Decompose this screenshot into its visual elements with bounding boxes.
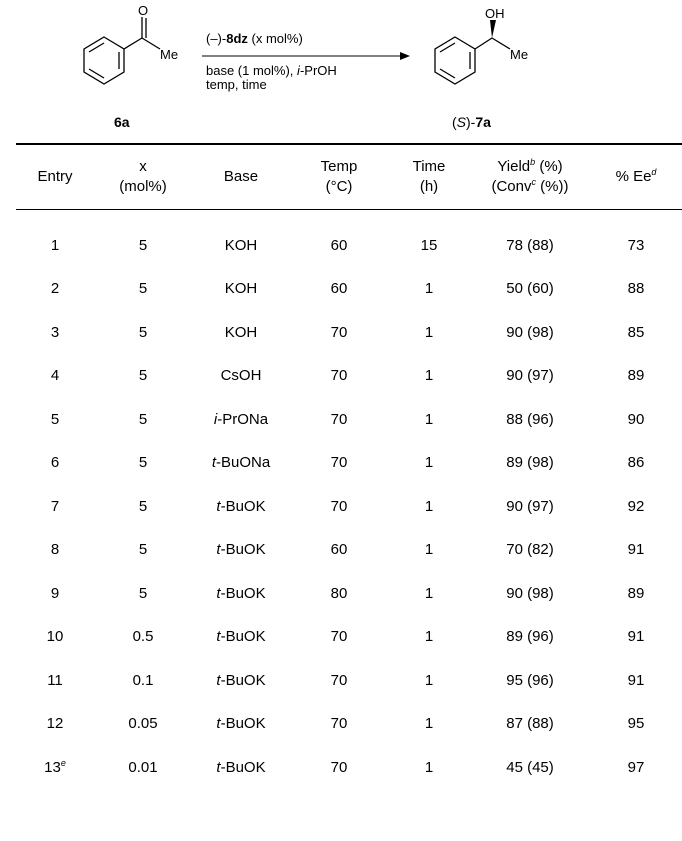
table-row bbox=[16, 311, 682, 355]
table-row bbox=[16, 615, 682, 659]
cell-ee: 92 bbox=[627, 497, 645, 515]
product-methyl-label: Me bbox=[510, 47, 529, 62]
cell-ee: 88 bbox=[627, 280, 645, 298]
cell-entry: 3 bbox=[50, 323, 60, 341]
cell-time: 1 bbox=[424, 584, 434, 602]
cell-temp: 70 bbox=[330, 628, 348, 646]
cell-time: 1 bbox=[424, 497, 434, 515]
reaction-arrowhead bbox=[400, 52, 410, 60]
cell-yield: 95 (96) bbox=[506, 671, 554, 689]
cell-ee: 95 bbox=[627, 715, 645, 733]
cell-yield: 45 (45) bbox=[506, 758, 554, 776]
reactant-structure bbox=[84, 17, 160, 84]
cell-base: t-BuOK bbox=[216, 584, 266, 602]
cell-base: i-PrONa bbox=[213, 410, 269, 428]
product-structure bbox=[435, 37, 510, 84]
table-body bbox=[16, 210, 682, 790]
cell-base: t-BuOK bbox=[216, 497, 266, 515]
cell-entry: 6 bbox=[50, 454, 60, 472]
cell-base: KOH bbox=[224, 237, 258, 254]
cell-time: 1 bbox=[424, 280, 434, 298]
cell-x: 5 bbox=[138, 410, 148, 428]
cell-x: 0.05 bbox=[128, 715, 158, 733]
reactant-methyl-bond bbox=[142, 38, 160, 49]
cell-entry: 2 bbox=[50, 280, 60, 298]
conditions-line-3: temp, time bbox=[206, 77, 267, 92]
cell-base: t-BuOK bbox=[216, 628, 266, 646]
cell-base: t-BuOK bbox=[216, 671, 266, 689]
cell-yield: 90 (97) bbox=[506, 497, 554, 515]
cell-x: 0.1 bbox=[132, 671, 154, 689]
cell-x: 0.01 bbox=[128, 758, 158, 776]
cell-x: 5 bbox=[138, 541, 148, 559]
cell-time: 1 bbox=[424, 454, 434, 472]
cell-yield: 90 (98) bbox=[506, 323, 554, 341]
cell-time: 1 bbox=[424, 758, 434, 776]
cell-base: t-BuOK bbox=[216, 715, 266, 733]
cell-ee: 89 bbox=[627, 584, 645, 602]
cell-temp: 70 bbox=[330, 323, 348, 341]
table-row bbox=[16, 398, 682, 442]
cell-ee: 85 bbox=[627, 323, 645, 341]
reactant-benzene-ring bbox=[84, 37, 124, 84]
results-table-container bbox=[16, 143, 682, 789]
reaction-scheme-drawing bbox=[0, 0, 682, 140]
product-benzene-ring bbox=[435, 37, 475, 84]
cell-temp: 80 bbox=[330, 584, 348, 602]
product-wedge-bond bbox=[490, 20, 496, 38]
header-x: x (mol%) bbox=[119, 158, 167, 195]
header-yield: Yield$^b$ (%) (Conv$^c$ (%)) bbox=[491, 157, 569, 195]
cell-time: 1 bbox=[424, 541, 434, 559]
cell-temp: 60 bbox=[330, 280, 348, 298]
cell-x: 5 bbox=[138, 454, 148, 472]
table-row bbox=[16, 267, 682, 311]
product-hydroxyl-label: OH bbox=[485, 6, 505, 21]
cell-ee: 86 bbox=[627, 454, 645, 472]
cell-entry: 5 bbox=[50, 410, 60, 428]
cell-x: 5 bbox=[138, 497, 148, 515]
cell-entry: 1 bbox=[50, 237, 60, 254]
header-time: Time (h) bbox=[412, 158, 446, 195]
cell-ee: 91 bbox=[627, 541, 645, 559]
header-entry: Entry bbox=[37, 168, 73, 185]
cell-temp: 70 bbox=[330, 454, 348, 472]
cell-x: 5 bbox=[138, 280, 148, 298]
cell-temp: 70 bbox=[330, 671, 348, 689]
cell-yield: 78 (88) bbox=[506, 237, 554, 254]
cell-entry: 12 bbox=[46, 715, 64, 733]
conditions-line-2: base (1 mol%), i-PrOH bbox=[206, 63, 337, 78]
cell-temp: 70 bbox=[330, 497, 348, 515]
cell-yield: 90 (98) bbox=[506, 584, 554, 602]
cell-ee: 90 bbox=[627, 410, 645, 428]
cell-entry: 9 bbox=[50, 584, 60, 602]
cell-time: 1 bbox=[424, 323, 434, 341]
cell-base: CsOH bbox=[220, 367, 262, 385]
cell-time: 1 bbox=[424, 410, 434, 428]
cell-base: KOH bbox=[224, 280, 258, 298]
reactant-oxygen-label: O bbox=[138, 3, 149, 18]
cell-x: 5 bbox=[138, 584, 148, 602]
cell-x: 0.5 bbox=[132, 628, 154, 646]
cell-base: t-BuOK bbox=[216, 541, 266, 559]
cell-temp: 60 bbox=[330, 541, 348, 559]
cell-base: t-BuONa bbox=[211, 454, 271, 472]
table-row bbox=[16, 354, 682, 398]
cell-yield: 89 (96) bbox=[506, 628, 554, 646]
cell-x: 5 bbox=[138, 367, 148, 385]
table-row bbox=[16, 485, 682, 529]
cell-ee: 91 bbox=[627, 628, 645, 646]
table-row bbox=[16, 746, 682, 790]
table-row bbox=[16, 702, 682, 746]
header-base: Base bbox=[223, 168, 259, 185]
cell-temp: 70 bbox=[330, 758, 348, 776]
table-row bbox=[16, 572, 682, 616]
cell-yield: 90 (97) bbox=[506, 367, 554, 385]
cell-ee: 89 bbox=[627, 367, 645, 385]
cell-entry: 13e bbox=[44, 757, 66, 776]
results-table bbox=[16, 143, 682, 789]
cell-time: 1 bbox=[424, 367, 434, 385]
product-compound-label: (S)-7a bbox=[452, 114, 491, 130]
cell-yield: 89 (98) bbox=[506, 454, 554, 472]
cell-entry: 4 bbox=[50, 367, 60, 385]
cell-temp: 60 bbox=[330, 237, 348, 254]
cell-entry: 11 bbox=[47, 671, 63, 689]
cell-x: 5 bbox=[138, 323, 148, 341]
cell-ee: 73 bbox=[627, 237, 645, 254]
cell-yield: 50 (60) bbox=[506, 280, 554, 298]
reactant-compound-label: 6a bbox=[114, 114, 130, 130]
cell-temp: 70 bbox=[330, 410, 348, 428]
cell-yield: 70 (82) bbox=[506, 541, 554, 559]
cell-time: 1 bbox=[424, 671, 434, 689]
table-header-row bbox=[16, 144, 682, 210]
cell-entry: 7 bbox=[50, 497, 60, 515]
cell-entry: 8 bbox=[50, 541, 60, 559]
cell-yield: 87 (88) bbox=[506, 715, 554, 733]
cell-base: KOH bbox=[224, 323, 258, 341]
header-ee: % Ee$^d$ bbox=[615, 167, 657, 185]
table-row bbox=[16, 210, 682, 268]
cell-entry: 10 bbox=[46, 628, 64, 646]
cell-ee: 97 bbox=[627, 758, 645, 776]
product-methyl-bond bbox=[492, 38, 510, 49]
cell-time: 1 bbox=[424, 715, 434, 733]
reactant-methyl-label: Me bbox=[160, 47, 179, 62]
table-row bbox=[16, 659, 682, 703]
cell-x: 5 bbox=[138, 237, 148, 254]
reaction-scheme bbox=[0, 0, 682, 140]
product-ipso-bond bbox=[475, 38, 492, 49]
cell-temp: 70 bbox=[330, 367, 348, 385]
cell-ee: 91 bbox=[627, 671, 645, 689]
header-temp: Temp (°C) bbox=[320, 158, 358, 195]
conditions-line-1: (–)-8dz (x mol%) bbox=[206, 31, 303, 46]
table-row bbox=[16, 528, 682, 572]
cell-time: 15 bbox=[420, 237, 438, 254]
table-row bbox=[16, 441, 682, 485]
cell-temp: 70 bbox=[330, 715, 348, 733]
cell-yield: 88 (96) bbox=[506, 410, 554, 428]
cell-base: t-BuOK bbox=[216, 758, 266, 776]
reactant-ipso-bond bbox=[124, 38, 142, 49]
cell-time: 1 bbox=[424, 628, 434, 646]
